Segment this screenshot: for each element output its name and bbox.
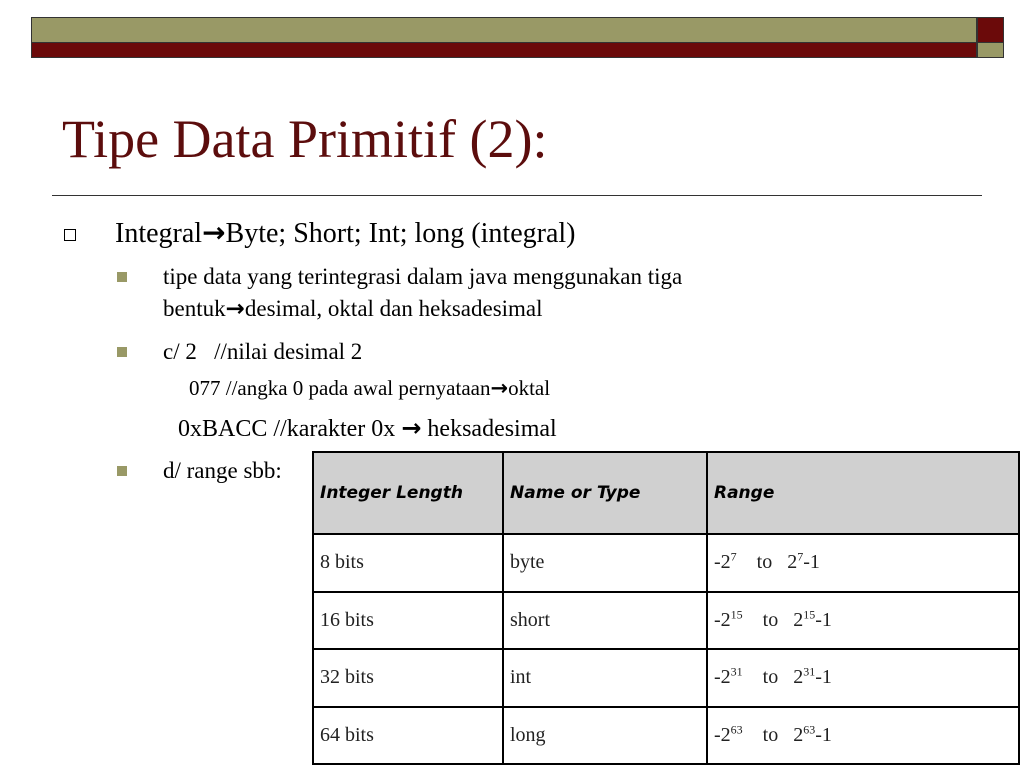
cell-name: int [503,649,707,707]
hex-suffix: heksadesimal [421,416,557,442]
table-row [313,592,1019,650]
cell-range [707,534,1019,592]
header-square-maroon [977,17,1004,43]
range-neg-base: -2 [714,608,731,631]
range-pos-base: 2 [793,666,804,689]
filled-square-bullet-icon [117,272,127,282]
cell-name: long [503,707,707,765]
cell-length: 8 bits [313,534,503,592]
cell-length: 32 bits [313,649,503,707]
header-integer-length: Integer Length [313,452,503,534]
header-range: Range [707,452,1019,534]
cell-length: 16 bits [313,592,503,650]
range-to: to [756,551,773,574]
cell-length: 64 bits [313,707,503,765]
range-pos-exp: 7 [797,549,804,564]
slide-title: Tipe Data Primitif (2): [62,109,548,169]
range-minus-one: -1 [815,608,832,631]
hollow-square-bullet-icon [64,229,76,241]
bullet-bentuk-line1: tipe data yang terintegrasi dalam java menggunakan tiga [163,264,683,289]
bullet-integral [115,216,575,250]
cell-range [707,649,1019,707]
arrow-right-icon: → [225,296,245,322]
title-divider [52,195,982,196]
range-neg-exp: 15 [730,607,743,622]
cell-range [707,707,1019,765]
range-to: to [762,723,779,746]
integer-range-table [312,451,1020,765]
cell-range [707,592,1019,650]
cell-name: byte [503,534,707,592]
bullet-bentuk [163,261,682,325]
range-pos-exp: 31 [803,664,816,679]
range-to: to [762,666,779,689]
bullet-desimal: c/ 2 //nilai desimal 2 [163,339,363,364]
hex-prefix: 0xBACC //karakter 0x [178,416,402,442]
line-heksadesimal [178,414,557,443]
line-oktal [189,376,550,401]
range-neg-exp: 31 [730,664,743,679]
oktal-prefix: 077 //angka 0 pada awal pernyataan [189,376,491,400]
range-pos-exp: 15 [803,607,816,622]
bullet-bentuk-line2 [163,293,682,325]
range-pos-base: 2 [793,723,804,746]
arrow-right-icon: → [490,376,509,400]
range-neg-base: -2 [714,551,731,574]
header-bar-olive [31,17,977,43]
range-pos-base: 2 [787,551,798,574]
range-minus-one: -1 [815,723,832,746]
bullet-range: d/ range sbb: [163,458,282,483]
table-header-row [313,452,1019,534]
table-row [313,534,1019,592]
range-to: to [762,608,779,631]
bentuk-suffix: desimal, oktal dan heksadesimal [244,296,543,321]
cell-name: short [503,592,707,650]
range-neg-exp: 63 [730,722,743,737]
table-row [313,649,1019,707]
range-neg-base: -2 [714,723,731,746]
filled-square-bullet-icon [117,466,127,476]
arrow-right-icon: → [401,414,422,442]
bullet-integral-prefix: Integral [115,218,203,249]
filled-square-bullet-icon [117,347,127,357]
oktal-suffix: oktal [508,376,551,400]
range-minus-one: -1 [815,666,832,689]
bentuk-prefix: bentuk [163,296,226,321]
range-minus-one: -1 [803,551,820,574]
header-bar-maroon [31,43,977,58]
range-neg-exp: 7 [730,549,737,564]
bullet-integral-suffix: Byte; Short; Int; long (integral) [225,218,576,249]
range-neg-base: -2 [714,666,731,689]
header-square-olive [977,43,1004,58]
table-row [313,707,1019,765]
arrow-right-icon: → [202,216,226,249]
range-pos-exp: 63 [803,722,816,737]
range-pos-base: 2 [793,608,804,631]
header-name-or-type: Name or Type [503,452,707,534]
